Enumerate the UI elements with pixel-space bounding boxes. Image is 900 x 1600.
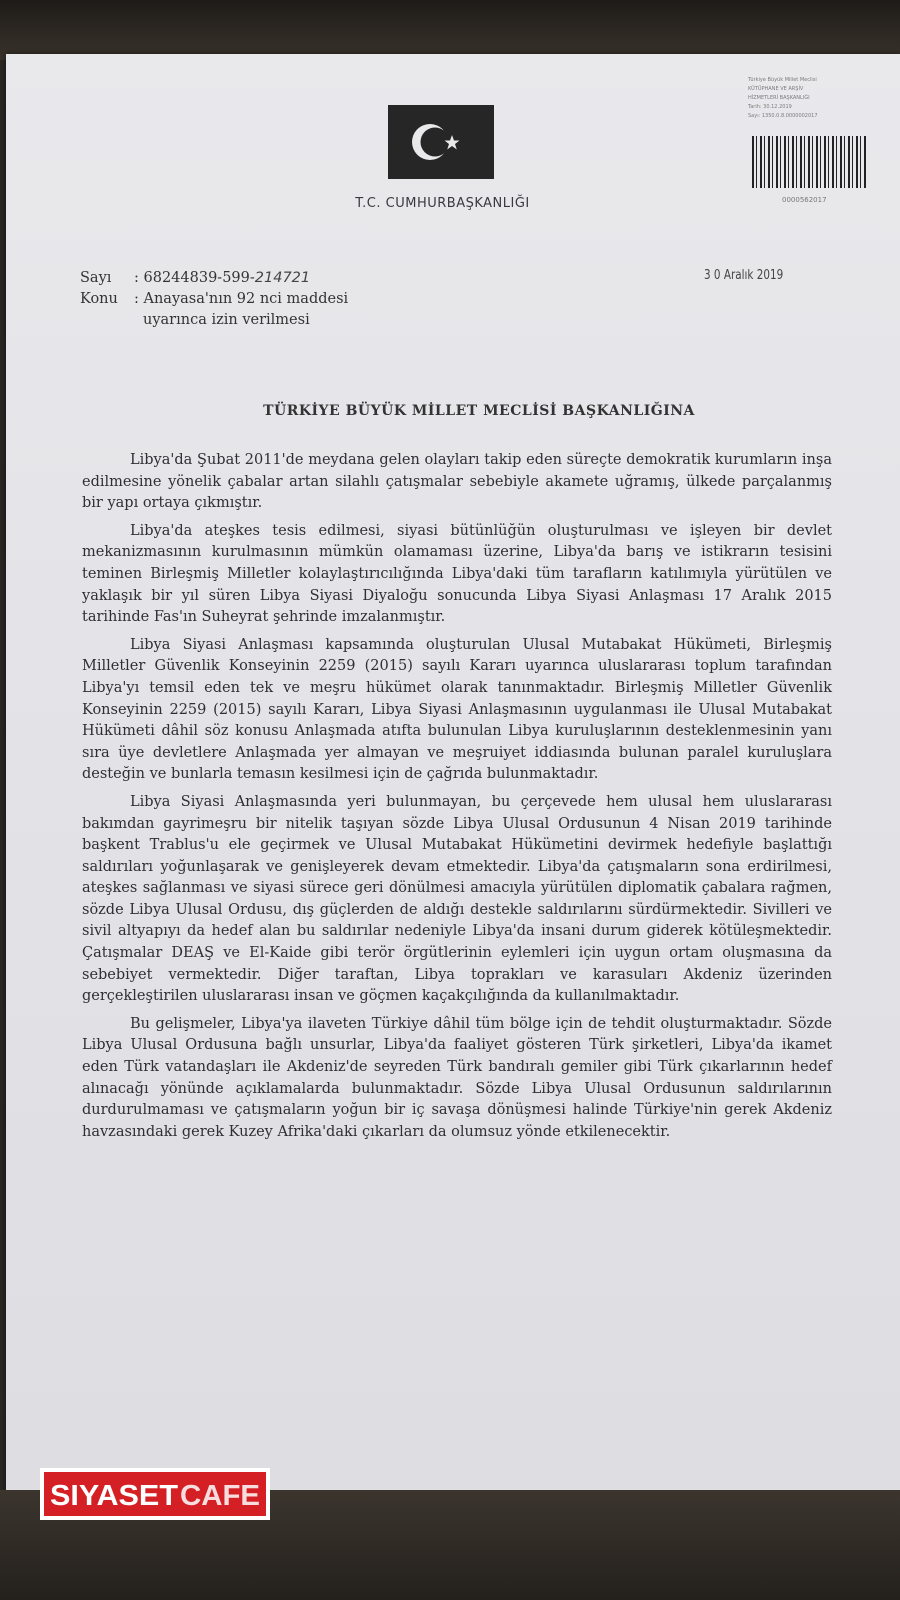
addressee: TÜRKİYE BÜYÜK MİLLET MECLİSİ BAŞKANLIĞINA	[263, 403, 695, 419]
letter-body	[82, 450, 832, 1149]
stamp-line: Türkiye Büyük Millet Meclisi	[748, 77, 817, 83]
subject-line-1: : Anayasa'nın 92 nci maddesi	[134, 291, 349, 307]
flag-icon	[388, 105, 494, 179]
number-value: : 68244839-599-	[134, 270, 255, 286]
number-row	[80, 268, 348, 289]
paragraph: Libya Siyasi Anlaşmasında yeri bulunmayan, bu çerçevede hem ulusal hem uluslararası bakımdan gayrimeşru bir nitelik taşıyan sözde Libya Ulusal Ordusunun 4 Nisan 2019 tarihinde başkent Trablus'u ele geçirmek ve Ulusal Mutabakat Hükümetini devirmek hedefiyle başlattığı saldırıları yoğunlaşarak ve genişleyerek devam etmektedir. Libya'da çatışmaların sona erdirilmesi, ateşkes sağlanması ve siyasi sürece geri dönülmesi amacıyla yürütülen diplomatik çabalara rağmen, sözde Libya Ulusal Ordusu, dış güçlerden de aldığı destekle saldırılarını sürdürmektedir. Sivilleri ve sivil altyapıyı da hedef alan bu saldırılar nedeniyle Libya'da insani durum giderek kötüleşmektedir. Çatışmalar DEAŞ ve El-Kaide gibi terör örgütlerinin eylemleri için uygun ortam oluşmasına da sebebiyet vermektedir. Diğer taraftan, Libya toprakları ve karasuları Akdeniz üzerinden gerçekleştirilen uluslararası insan ve göçmen kaçakçılığında da kullanılmaktadır.	[82, 793, 832, 1005]
institution-name: T.C. CUMHURBAŞKANLIĞI	[355, 196, 530, 211]
document-meta	[80, 268, 348, 331]
paragraph: Bu gelişmeler, Libya'ya ilaveten Türkiye dâhil tüm bölge için de tehdit oluşturmaktadır. Sözde Libya Ulusal Ordusuna bağlı unsurlar, Libya'da faaliyet gösteren Türk şirketleri, Libya'da ikamet eden Türk vatandaşları ile Akdeniz'de seyreden Türk bandıralı gemiler gibi Türk çıkarlarının hedef alınacağı yönünde açıklamalarda bulunmaktadır. Sözde Libya Ulusal Ordusunun saldırılarının durdurulmaması ve çatışmaların yoğun bir iç savaşa dönüşmesi halinde Türkiye'nin gerek Akdeniz havzasındaki gerek Kuzey Afrika'daki çıkarları da olumsuz yönde etkilenecektir.	[82, 1015, 832, 1140]
barcode-number: 0000562017	[782, 196, 827, 204]
document-date: 3 0 Aralık 2019	[704, 268, 784, 283]
watermark-part-2: CAFE	[180, 1480, 260, 1512]
subject-row-2	[80, 310, 348, 331]
number-label: Sayı	[80, 270, 112, 286]
subject-row	[80, 289, 348, 310]
barcode	[752, 136, 866, 188]
archive-stamp	[748, 76, 866, 121]
number-handwritten: 214721	[254, 270, 311, 286]
stamp-line: Sayı: 1350.0.8.0000002017	[748, 113, 818, 119]
stamp-line: Tarih: 30.12.2019	[748, 104, 792, 110]
watermark-part-1: SIYASET	[50, 1480, 179, 1512]
subject-line-2: uyarınca izin verilmesi	[143, 312, 310, 328]
subject-label: Konu	[80, 291, 118, 307]
watermark-logo	[40, 1468, 270, 1520]
stamp-line: HİZMETLERİ BAŞKANLIĞI	[748, 95, 810, 101]
paragraph: Libya'da ateşkes tesis edilmesi, siyasi bütünlüğün oluşturulması ve işleyen bir devlet mekanizmasının kurulmasının mümkün olamaması üzerine, Libya'da barış ve istikrarın tesisini teminen Birleşmiş Milletler kolaylaştırıcılığında Libya'daki tüm tarafların katılımıyla yürütülen ve yaklaşık bir yıl süren Libya Siyasi Diyaloğu sonucunda Libya Siyasi Anlaşması 17 Aralık 2015 tarihinde Fas'ın Suheyrat şehrinde imzalanmıştır.	[82, 522, 832, 626]
table-surface-top	[0, 0, 900, 60]
paragraph: Libya'da Şubat 2011'de meydana gelen olayları takip eden süreçte demokratik kurumların inşa edilmesine yönelik çabalar artan silahlı çatışmalar sebebiyle akamete uğramış, ülkede parçalanmış bir yapı ortaya çıkmıştır.	[82, 452, 832, 512]
paragraph: Libya Siyasi Anlaşması kapsamında oluşturulan Ulusal Mutabakat Hükümeti, Birleşmiş Milletler Güvenlik Konseyinin 2259 (2015) sayılı Kararı uyarınca uluslararası toplum tarafından Libya'yı temsil eden tek ve meşru hükümet olarak tanınmaktadır. Birleşmiş Milletler Güvenlik Konseyinin 2259 (2015) sayılı Kararı, Libya Siyasi Anlaşmasının uygulanması ile Ulusal Mutabakat Hükümeti dâhil söz konusu Anlaşmada atıfta bulunulan Libya kuruluşlarının desteklenmesinin yanı sıra üye devletlere Anlaşmada yer almayan ve meşruiyet iddiasında bulunan paralel kuruluşlara desteğin ve bunlarla temasın kesilmesi için de çağrıda bulunmaktadır.	[82, 636, 832, 783]
stamp-line: KÜTÜPHANE VE ARŞİV	[748, 86, 804, 92]
